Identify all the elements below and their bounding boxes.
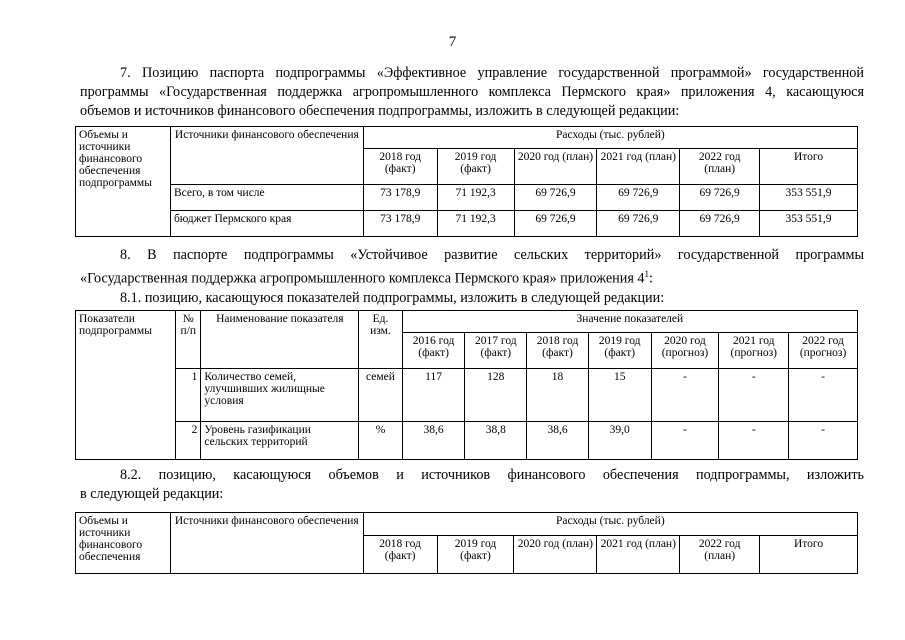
financing-table-2 [75,512,858,574]
paragraph-8 [80,246,864,308]
table-2-row-unit: % [359,422,403,460]
table-row [76,422,858,460]
table-1-cell: 69 726,9 [514,185,597,211]
table-3-year-header: 2020 год (план) [514,536,597,574]
table-1-row-name: бюджет Пермского края [170,211,363,237]
table-1-cell: 69 726,9 [680,185,760,211]
table-row [76,211,858,237]
table-1-cell: 73 178,9 [363,211,437,237]
table-2-cell: - [789,369,858,422]
paragraph-7-line-2: программы «Государственная поддержка агропромышленного комплекса Пермского края» приложения 4, касающуюся [80,84,864,100]
table-1-row-label: Объемы и источники финансового обеспечения подпрограммы [76,127,171,237]
paragraph-7-line-1-text: 7. Позицию паспорта подпрограммы «Эффективное управление государственной программой» государственной [120,65,864,81]
table-3-sources-header: Источники финансового обеспечения [170,513,363,574]
paragraph-8-1 [80,289,864,308]
paragraph-8-line-2-end: : [649,270,653,287]
table-2-row-name: Уровень газификации сельских территорий [201,422,359,460]
table-3-year-header: 2022 год (план) [680,536,760,574]
table-2-cell: 38,8 [465,422,527,460]
table-2-year-header: 2019 год (факт) [588,333,651,369]
table-2-year-header: 2016 год (факт) [402,333,465,369]
paragraph-8-2-line-1 [80,466,864,485]
table-2-year-header: 2022 год (прогноз) [789,333,858,369]
table-1-cell: 353 551,9 [760,185,858,211]
table-3-row-label: Объемы и источники финансового обеспечения [76,513,171,574]
table-2-row-unit: семей [359,369,403,422]
table-2-row-num: 1 [176,369,201,422]
table-2-row-num: 2 [176,422,201,460]
table-1-cell: 69 726,9 [680,211,760,237]
table-1-year-header: 2020 год (план) [514,149,597,185]
page-number: 7 [448,34,457,50]
table-3-expenses-header: Расходы (тыс. рублей) [363,513,857,536]
table-1-expenses-header: Расходы (тыс. рублей) [363,127,857,149]
table-2-cell: - [651,422,719,460]
paragraph-8-line-1 [80,246,864,265]
table-1-cell: 73 178,9 [363,185,437,211]
table-2-cell: 15 [588,369,651,422]
table-row [76,185,858,211]
paragraph-7 [80,64,864,121]
indicators-table [75,310,858,460]
table-2-num-header: № п/п [176,311,201,369]
paragraph-8-line-1-text: 8. В паспорте подпрограммы «Устойчивое развитие сельских территорий» государственной программы [120,247,864,263]
table-3-year-header: 2019 год (факт) [437,536,514,574]
table-1-cell: 353 551,9 [760,211,858,237]
table-1-row-name: Всего, в том числе [170,185,363,211]
table-1-cell: 69 726,9 [597,211,680,237]
table-2-year-header: 2021 год (прогноз) [719,333,789,369]
table-1-year-header: 2019 год (факт) [437,149,514,185]
table-1-cell: 69 726,9 [514,211,597,237]
table-1-cell: 71 192,3 [437,185,514,211]
table-2-cell: - [719,369,789,422]
paragraph-8-line-2-text: «Государственная поддержка агропромышленного комплекса Пермского края» приложения 4 [80,270,645,287]
paragraph-8-superscript: 1 [644,269,649,279]
paragraph-8-line-2 [80,265,864,289]
table-1-cell: 71 192,3 [437,211,514,237]
table-2-row-name: Количество семей, улучшивших жилищные условия [201,369,359,422]
table-2-unit-header: Ед. изм. [359,311,403,369]
table-2-year-header: 2017 год (факт) [465,333,527,369]
table-1-cell: 69 726,9 [597,185,680,211]
table-2-cell: 18 [527,369,589,422]
table-2-cell: - [789,422,858,460]
table-1-year-header: 2018 год (факт) [363,149,437,185]
table-1-year-header: 2021 год (план) [597,149,680,185]
paragraph-8-1-text: 8.1. позицию, касающуюся показателей подпрограммы, изложить в следующей редакции: [120,289,665,306]
table-2-cell: 38,6 [527,422,589,460]
paragraph-8-2-line-2: в следующей редакции: [80,486,224,502]
paragraph-8-2 [80,466,864,504]
table-2-row-label: Показатели подпрограммы [76,311,176,460]
table-2-cell: - [719,422,789,460]
table-2-values-header: Значение показателей [402,311,857,333]
table-1-total-header: Итого [760,149,858,185]
table-2-cell: 38,6 [402,422,465,460]
table-2-cell: - [651,369,719,422]
table-2-year-header: 2018 год (факт) [527,333,589,369]
paragraph-7-line-3: объемов и источников финансового обеспечения подпрограммы, изложить в следующей редакции: [80,103,680,119]
table-3-total-header: Итого [760,536,858,574]
table-1-sources-header: Источники финансового обеспечения [170,127,363,185]
table-2-cell: 128 [465,369,527,422]
table-1-year-header: 2022 год (план) [680,149,760,185]
table-3-year-header: 2018 год (факт) [363,536,437,574]
paragraph-7-line-1 [80,64,864,83]
table-row [76,369,858,422]
paragraph-8-2-line-1-text: 8.2. позицию, касающуюся объемов и источников финансового обеспечения подпрограммы, изложить [120,467,864,483]
table-2-year-header: 2020 год (прогноз) [651,333,719,369]
financing-table-1 [75,126,858,237]
table-3-year-header: 2021 год (план) [597,536,680,574]
table-2-cell: 39,0 [588,422,651,460]
table-2-name-header: Наименование показателя [201,311,359,369]
table-2-cell: 117 [402,369,465,422]
